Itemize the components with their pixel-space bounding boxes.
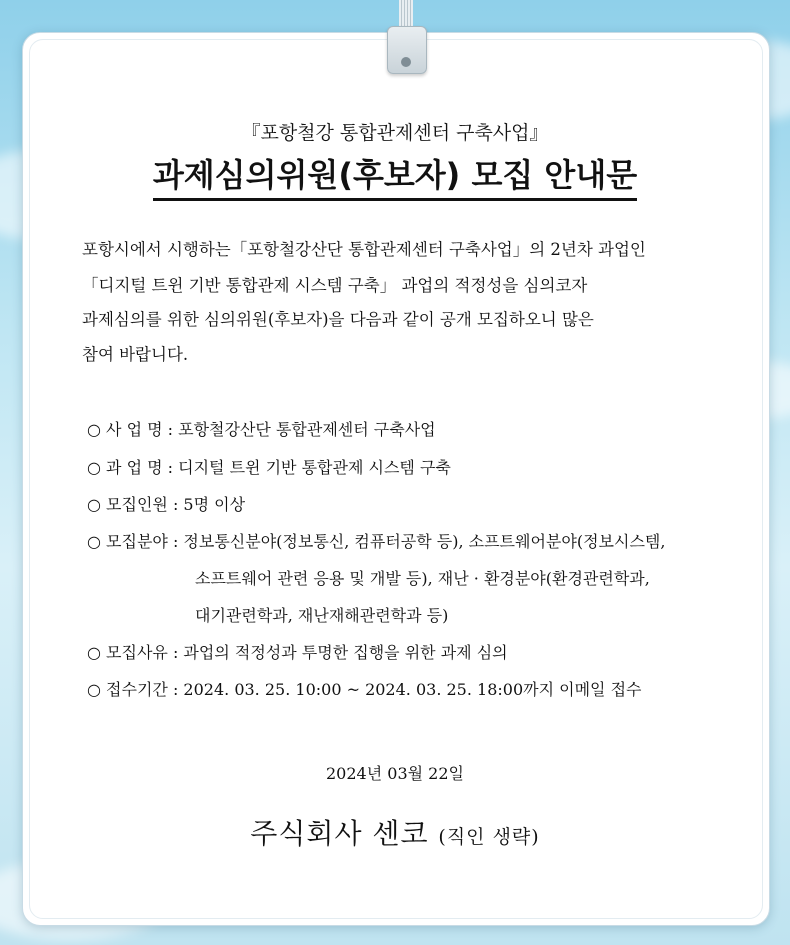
seal-omitted-note: (직인 생략) [438, 826, 540, 848]
intro-line-3: 과제심의를 위한 심의위원(후보자)을 다음과 같이 공개 모집하오니 많은 [82, 310, 594, 329]
company-name: 주식회사 센코 [250, 817, 429, 850]
item-recruit-field: ○ 모집분야 : 정보통신분야(정보통신, 컴퓨터공학 등), 소프트웨어분야(정보시스템, [87, 532, 666, 551]
item-application-period: ○ 접수기간 : 2024. 03. 25. 10:00 ~ 2024. 03. 25. 18:00까지 이메일 접수 [87, 680, 642, 699]
paper-clip-icon [387, 26, 427, 74]
item-recruit-field-line-3: 대기관련학과, 재난재해관련학과 등) [195, 606, 449, 625]
company-signature [0, 812, 790, 852]
item-task-name: ○ 과 업 명 : 디지털 트윈 기반 통합관제 시스템 구축 [87, 458, 451, 477]
item-project-name: ○ 사 업 명 : 포항철강산단 통합관제센터 구축사업 [87, 420, 436, 439]
item-recruit-reason: ○ 모집사유 : 과업의 적정성과 투명한 집행을 위한 과제 심의 [87, 643, 508, 662]
notice-date: 2024년 03월 22일 [326, 764, 464, 783]
item-recruit-count: ○ 모집인원 : 5명 이상 [87, 495, 246, 514]
notice-title: 과제심의위원(후보자) 모집 안내문 [153, 150, 637, 201]
notice-subtitle: 『포항철강 통합관제센터 구축사업』 [241, 122, 549, 144]
notice-title-wrapper [0, 150, 790, 201]
intro-line-1: 포항시에서 시행하는「포항철강산단 통합관제센터 구축사업」의 2년차 과업인 [82, 240, 646, 259]
clip-hole [401, 57, 411, 67]
intro-line-2: 「디지털 트윈 기반 통합관제 시스템 구축」 과업의 적정성을 심의코자 [82, 276, 588, 295]
intro-line-4: 참여 바랍니다. [82, 345, 189, 364]
item-recruit-field-line-2: 소프트웨어 관련 응용 및 개발 등), 재난 · 환경분야(환경관련학과, [195, 569, 650, 588]
